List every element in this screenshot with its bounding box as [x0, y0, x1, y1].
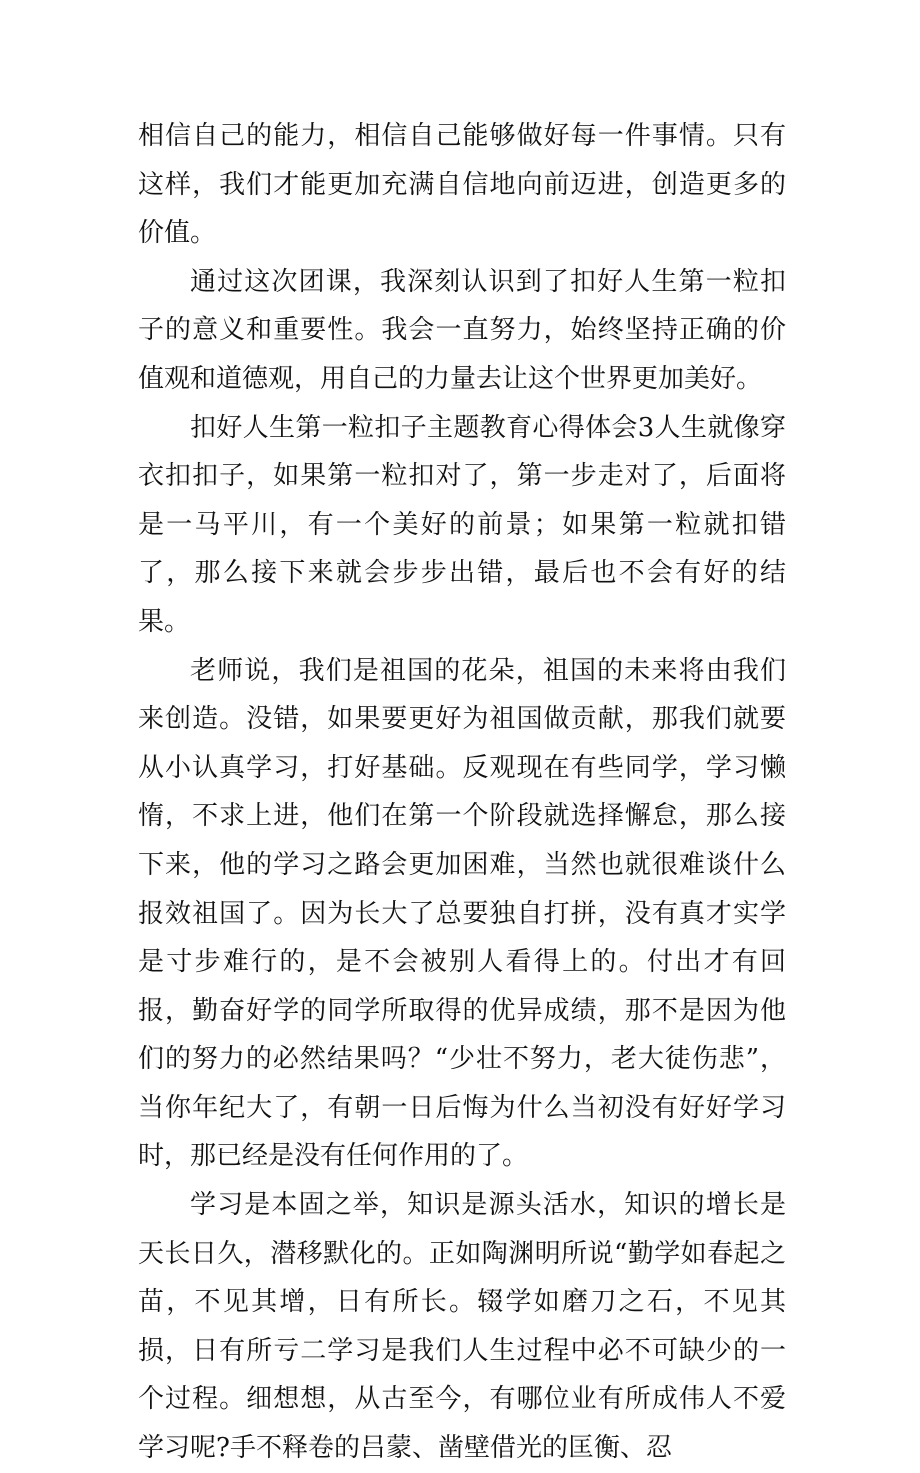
paragraph-1: 相信自己的能力，相信自己能够做好每一件事情。只有这样，我们才能更加充满自信地向前迈进，创造更多的价值。	[138, 121, 786, 249]
paragraph-2: 通过这次团课，我深刻认识到了扣好人生第一粒扣子的意义和重要性。我会一直努力，始终坚持正确的价值观和道德观，用自己的力量去让这个世界更加美好。	[138, 266, 786, 394]
paragraph-3: 扣好人生第一粒扣子主题教育心得体会3人生就像穿衣扣扣子，如果第一粒扣对了，第一步走对了，后面将是一马平川，有一个美好的前景；如果第一粒就扣错了，那么接下来就会步步出错，最后也不会有好的结果。	[138, 412, 786, 637]
paragraph-5: 学习是本固之举，知识是源头活水，知识的增长是天长日久，潜移默化的。正如陶渊明所说“勤学如春起之苗，不见其增，日有所长。辍学如磨刀之石，不见其损，日有所亏二学习是我们人生过程中必不可缺少的一个过程。细想想，从古至今，有哪位业有所成伟人不爱学习呢?手不释卷的吕蒙、凿壁借光的匡衡、忍	[138, 1190, 786, 1464]
document-body	[138, 112, 786, 1473]
paragraph-4: 老师说，我们是祖国的花朵，祖国的未来将由我们来创造。没错，如果要更好为祖国做贡献，那我们就要从小认真学习，打好基础。反观现在有些同学，学习懒惰，不求上进，他们在第一个阶段就选择懈怠，那么接下来，他的学习之路会更加困难，当然也就很难谈什么报效祖国了。因为长大了总要独自打拼，没有真才实学是寸步难行的，是不会被别人看得上的。付出才有回报，勤奋好学的同学所取得的优异成绩，那不是因为他们的努力的必然结果吗？“少壮不努力，老大徒伤悲”，当你年纪大了，有朝一日后悔为什么当初没有好好学习时，那已经是没有任何作用的了。	[138, 655, 786, 1172]
